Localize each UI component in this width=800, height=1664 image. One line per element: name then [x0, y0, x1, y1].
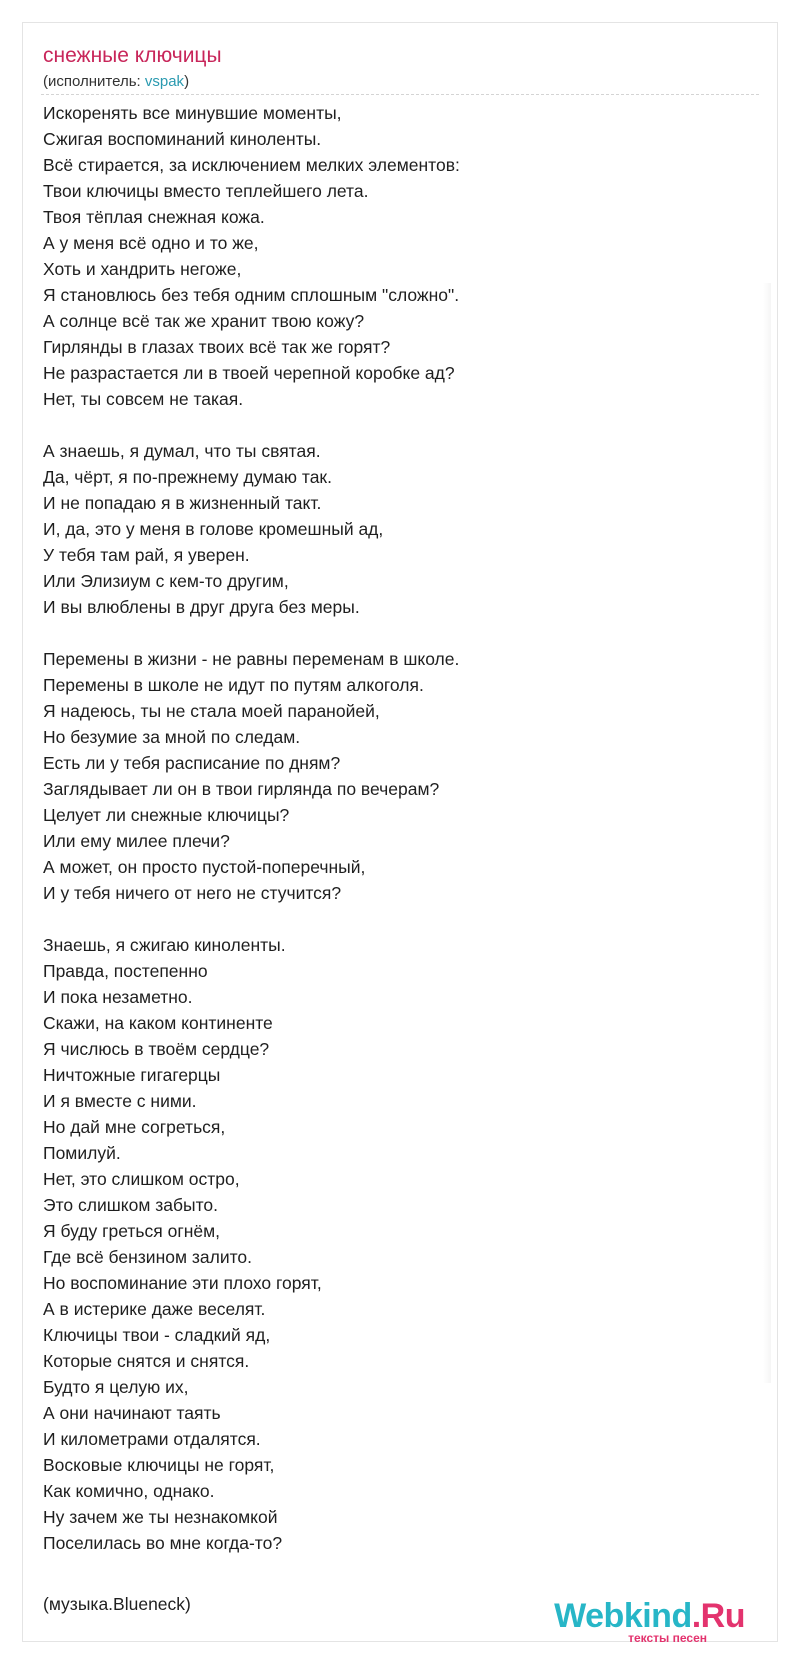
lyric-line: И вы влюблены в друг друга без меры.	[43, 597, 360, 617]
lyric-line: Помилуй.	[43, 1143, 121, 1163]
lyric-line: Не разрастается ли в твоей черепной коробке ад?	[43, 363, 455, 383]
lyric-line: Как комично, однако.	[43, 1481, 215, 1501]
lyric-line: И не попадаю я в жизненный такт.	[43, 493, 322, 513]
lyric-line: Я становлюсь без тебя одним сплошным "сложно".	[43, 285, 460, 305]
lyric-line: Но воспоминание эти плохо горят,	[43, 1273, 322, 1293]
lyric-line: Твоя тёплая снежная кожа.	[43, 207, 265, 227]
page-edge-shadow	[763, 283, 771, 1383]
lyric-line: Гирлянды в глазах твоих всё так же горят?	[43, 337, 391, 357]
lyric-line: Перемены в жизни - не равны переменам в школе.	[43, 649, 460, 669]
lyrics-stanza	[43, 646, 743, 906]
lyrics-body	[43, 100, 743, 1582]
artist-prefix: (исполнитель:	[43, 73, 145, 90]
lyric-line: А солнце всё так же хранит твою кожу?	[43, 311, 365, 331]
lyric-line: Нет, это слишком остро,	[43, 1169, 240, 1189]
lyric-line: Восковые ключицы не горят,	[43, 1455, 275, 1475]
webkind-logo[interactable]	[545, 1598, 745, 1650]
lyric-line: Ключицы твои - сладкий яд,	[43, 1325, 271, 1345]
logo-ru-text: .Ru	[691, 1597, 745, 1635]
lyric-line: Но безумие за мной по следам.	[43, 727, 301, 747]
lyric-line: Я надеюсь, ты не стала моей паранойей,	[43, 701, 380, 721]
lyric-line: Я числюсь в твоём сердце?	[43, 1039, 270, 1059]
lyric-line: Искоренять все минувшие моменты,	[43, 103, 342, 123]
artist-line	[43, 73, 189, 91]
artist-link[interactable]: vspak	[144, 73, 185, 90]
lyric-line: Заглядывает ли он в твои гирлянда по вечерам?	[43, 779, 440, 799]
lyric-line: Скажи, на каком континенте	[43, 1013, 273, 1033]
lyric-line: И у тебя ничего от него не стучится?	[43, 883, 342, 903]
lyric-line: У тебя там рай, я уверен.	[43, 545, 250, 565]
lyric-line: А в истерике даже веселят.	[43, 1299, 266, 1319]
lyric-line: Целует ли снежные ключицы?	[43, 805, 290, 825]
music-credit: (музыка.Blueneck)	[43, 1594, 191, 1614]
lyric-line: Твои ключицы вместо теплейшего лета.	[43, 181, 369, 201]
lyrics-page	[22, 22, 778, 1645]
lyric-line: Или Элизиум с кем-то другим,	[43, 571, 289, 591]
lyrics-stanza	[43, 932, 743, 1556]
title-divider	[41, 94, 759, 95]
lyric-line: Будто я целую их,	[43, 1377, 189, 1397]
lyric-line: Правда, постепенно	[43, 961, 208, 981]
lyric-line: Да, чёрт, я по-прежнему думаю так.	[43, 467, 332, 487]
lyric-line: А у меня всё одно и то же,	[43, 233, 259, 253]
lyric-line: И, да, это у меня в голове кромешный ад,	[43, 519, 384, 539]
lyric-line: Хоть и хандрить негоже,	[43, 259, 242, 279]
lyric-line: Ничтожные гигагерцы	[43, 1065, 221, 1085]
lyric-line: Я буду греться огнём,	[43, 1221, 221, 1241]
lyric-line: Где всё бензином залито.	[43, 1247, 253, 1267]
lyric-line: Поселилась во мне когда-то?	[43, 1533, 283, 1553]
lyric-line: Сжигая воспоминаний киноленты.	[43, 129, 322, 149]
lyric-line: А они начинают таять	[43, 1403, 221, 1423]
lyric-line: Знаешь, я сжигаю киноленты.	[43, 935, 286, 955]
lyric-line: Которые снятся и снятся.	[43, 1351, 250, 1371]
lyric-line: И пока незаметно.	[43, 987, 193, 1007]
lyric-line: Это слишком забыто.	[43, 1195, 219, 1215]
lyric-line: Всё стирается, за исключением мелких элементов:	[43, 155, 460, 175]
lyric-line: А знаешь, я думал, что ты святая.	[43, 441, 321, 461]
lyrics-stanza	[43, 100, 743, 412]
artist-suffix: )	[184, 73, 190, 90]
lyric-line: Нет, ты совсем не такая.	[43, 389, 244, 409]
lyric-line: Ну зачем же ты незнакомкой	[43, 1507, 278, 1527]
lyric-line: Но дай мне согреться,	[43, 1117, 226, 1137]
lyric-line: Есть ли у тебя расписание по дням?	[43, 753, 341, 773]
lyrics-stanza	[43, 438, 743, 620]
lyric-line: Перемены в школе не идут по путям алкоголя.	[43, 675, 424, 695]
logo-tagline: тексты песен	[628, 1631, 707, 1645]
logo-wordmark	[545, 1598, 745, 1634]
lyric-line: И я вместе с ними.	[43, 1091, 197, 1111]
lyric-line: А может, он просто пустой-поперечный,	[43, 857, 366, 877]
song-title: снежные ключицы	[43, 44, 222, 67]
lyric-line: Или ему милее плечи?	[43, 831, 230, 851]
logo-web-text: Webkind	[554, 1597, 692, 1635]
lyric-line: И километрами отдалятся.	[43, 1429, 261, 1449]
